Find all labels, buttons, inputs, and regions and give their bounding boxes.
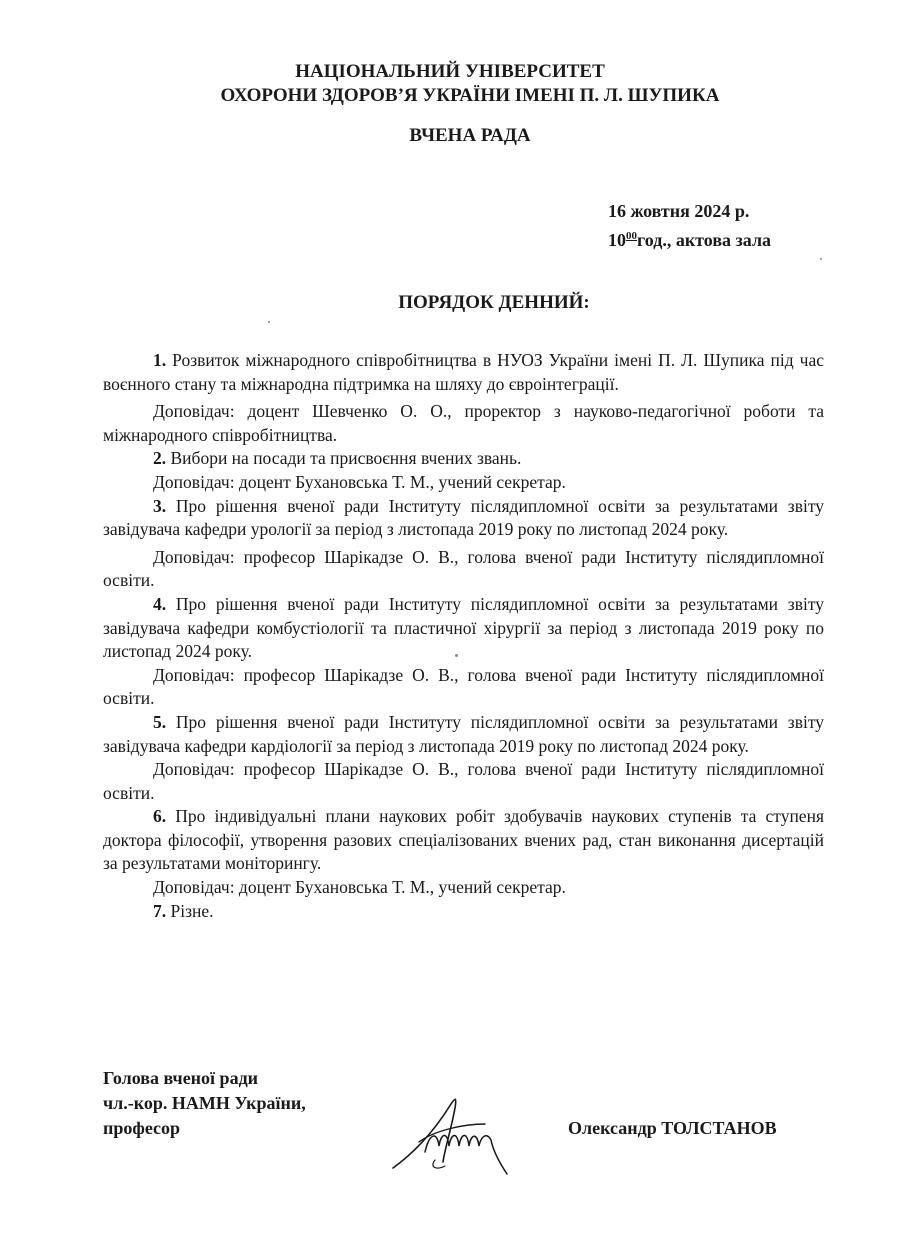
item-number: 7. bbox=[153, 900, 167, 921]
university-name-line2: ОХОРОНИ ЗДОРОВ’Я УКРАЇНИ ІМЕНІ П. Л. ШУПИКА bbox=[220, 85, 720, 106]
item-speaker: Доповідач: професор Шарікадзе О. В., голова вченої ради Інституту післядипломної освіти. bbox=[103, 546, 824, 591]
agenda-item bbox=[103, 900, 824, 924]
item-speaker: Доповідач: доцент Шевченко О. О., проректор з науково-педагогічної роботи та міжнародного співробітництва. bbox=[103, 401, 824, 445]
agenda-title: ПОРЯДОК ДЕННИЙ: bbox=[398, 292, 590, 313]
item-number: 3. bbox=[153, 495, 167, 516]
item-speaker: Доповідач: доцент Бухановська Т. М., учений секретар. bbox=[153, 877, 566, 898]
scan-speck bbox=[455, 654, 458, 657]
signatory-line1: Голова вченої ради bbox=[103, 1068, 259, 1088]
signatory-name: Олександр ТОЛСТАНОВ bbox=[568, 1118, 777, 1138]
item-speaker: Доповідач: доцент Бухановська Т. М., учений секретар. bbox=[153, 471, 566, 492]
meeting-minutes: 00 bbox=[626, 230, 637, 242]
meeting-date: 16 жовтня 2024 р. bbox=[608, 201, 750, 221]
item-speaker: Доповідач: професор Шарікадзе О. В., голова вченої ради Інституту післядипломної освіти. bbox=[103, 664, 824, 709]
item-text: Вибори на посади та присвоєння вчених звань. bbox=[170, 448, 522, 469]
meeting-hour: 10 bbox=[608, 230, 626, 250]
item-text: Про рішення вченої ради Інституту післядипломної освіти за результатами звіту завідувача кафедри комбустіології та пластичної хірургії за період з листопада 2019 року по листопад 2024 року. bbox=[103, 593, 824, 662]
agenda-item bbox=[103, 447, 824, 471]
item-text: Різне. bbox=[170, 900, 214, 921]
item-number: 5. bbox=[153, 711, 167, 732]
university-name-line1: НАЦІОНАЛЬНИЙ УНІВЕРСИТЕТ bbox=[295, 61, 605, 82]
item-text: Про рішення вченої ради Інституту післядипломної освіти за результатами звіту завідувача кафедри кардіології за період з листопада 2019 року по листопад 2024 року. bbox=[103, 711, 824, 756]
meeting-place: год., актова зала bbox=[637, 230, 772, 250]
scan-speck bbox=[820, 258, 822, 260]
handwritten-signature bbox=[385, 1090, 525, 1180]
signatory-line2: чл.-кор. НАМН України, bbox=[103, 1093, 306, 1113]
item-number: 4. bbox=[153, 593, 167, 614]
scan-speck bbox=[268, 321, 270, 323]
item-text: Про індивідуальні плани наукових робіт здобувачів наукових ступенів та ступеня доктора філософії, утворення разових спеціалізованих вчених рад, стан виконання дисертацій за результатами моніторингу. bbox=[103, 806, 824, 874]
signatory-title bbox=[103, 1066, 306, 1141]
agenda-item bbox=[103, 711, 824, 758]
agenda-item bbox=[103, 349, 824, 396]
agenda-item bbox=[103, 805, 824, 876]
item-text: Розвиток міжнародного співробітництва в НУОЗ України імені П. Л. Шупика під час воєнного стану та міжнародна підтримка на шляху до євроінтеграції. bbox=[103, 350, 824, 394]
item-text: Про рішення вченої ради Інституту післядипломної освіти за результатами звіту завідувача кафедри урології за період з листопада 2019 року по листопад 2024 року. bbox=[103, 495, 824, 540]
agenda-list bbox=[103, 349, 824, 923]
agenda-item bbox=[103, 593, 824, 664]
item-number: 1. bbox=[153, 350, 167, 370]
item-speaker: Доповідач: професор Шарікадзе О. В., голова вченої ради Інституту післядипломної освіти. bbox=[103, 759, 824, 803]
document-header bbox=[0, 60, 900, 108]
council-title: ВЧЕНА РАДА bbox=[409, 125, 531, 146]
item-number: 2. bbox=[153, 448, 167, 469]
signatory-line3: професор bbox=[103, 1118, 181, 1138]
meeting-meta bbox=[608, 199, 771, 253]
agenda-item bbox=[103, 495, 824, 542]
meeting-time-place bbox=[608, 224, 771, 253]
item-number: 6. bbox=[153, 806, 167, 827]
